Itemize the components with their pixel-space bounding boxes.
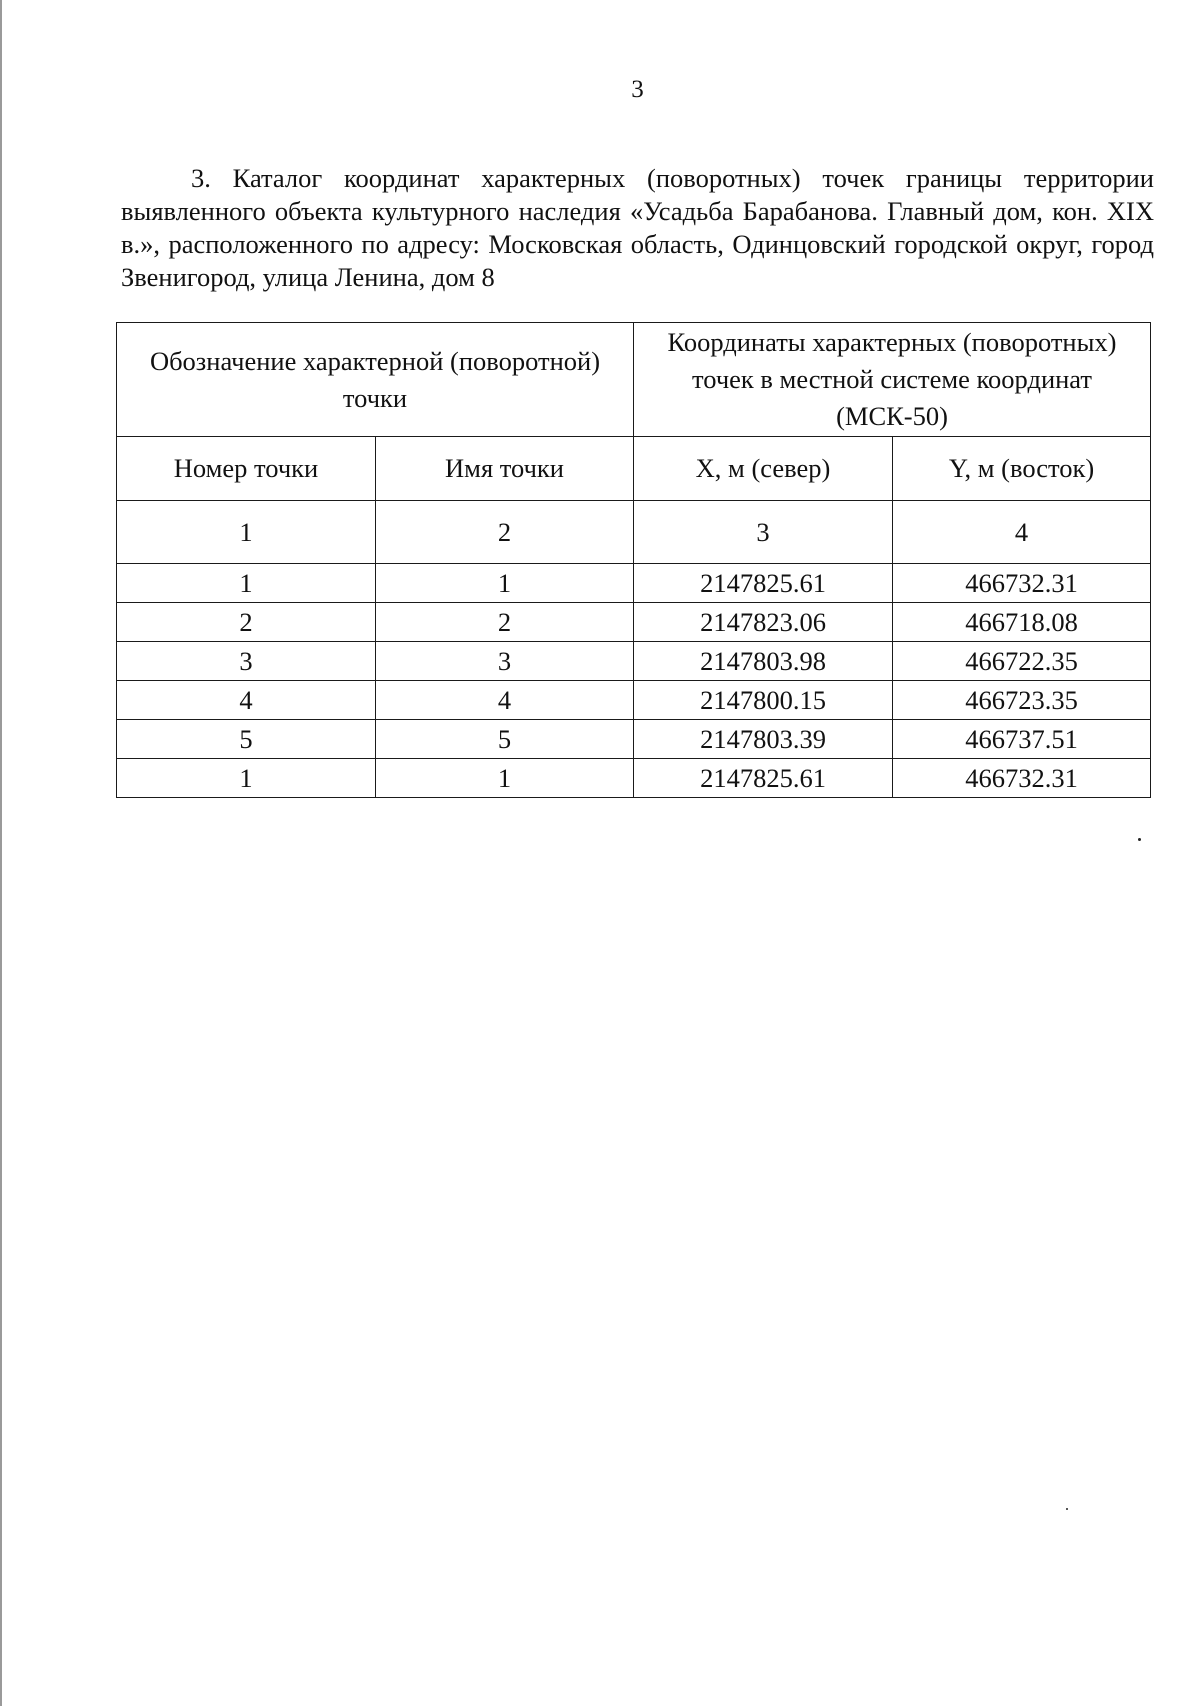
- point-number-cell: 1: [117, 759, 376, 798]
- y-coordinate-cell: 466723.35: [893, 681, 1151, 720]
- table-row: [117, 759, 1151, 798]
- scan-edge: [0, 0, 2, 1706]
- scan-speck: [1138, 838, 1141, 841]
- column-header-point-number: Номер точки: [117, 437, 376, 501]
- point-number-cell: 4: [117, 681, 376, 720]
- point-name-cell: 3: [376, 642, 634, 681]
- table-row: [117, 720, 1151, 759]
- page-number: 3: [631, 76, 644, 103]
- table-row: [117, 603, 1151, 642]
- y-coordinate-cell: 466737.51: [893, 720, 1151, 759]
- point-name-cell: 5: [376, 720, 634, 759]
- catalog-paragraph: 3. Каталог координат характерных (поворотных) точек границы территории выявленного объекта культурного наследия «Усадьба Барабанова. Главный дом, кон. XIX в.», расположенного по адресу: Московская область, Одинцовский городской округ, город Звенигород, улица Ленина, дом 8: [121, 163, 1154, 292]
- column-index: 1: [117, 501, 376, 564]
- point-name-cell: 2: [376, 603, 634, 642]
- x-coordinate-cell: 2147803.39: [634, 720, 893, 759]
- column-index: 4: [893, 501, 1151, 564]
- point-number-cell: 3: [117, 642, 376, 681]
- table-header-row: [117, 437, 1151, 501]
- y-coordinate-cell: 466718.08: [893, 603, 1151, 642]
- x-coordinate-cell: 2147800.15: [634, 681, 893, 720]
- point-name-cell: 4: [376, 681, 634, 720]
- scan-speck: [1066, 1508, 1068, 1510]
- point-name-cell: 1: [376, 564, 634, 603]
- table-header-group-row: [117, 323, 1151, 437]
- x-coordinate-cell: 2147825.61: [634, 564, 893, 603]
- table-row: [117, 681, 1151, 720]
- point-name-cell: 1: [376, 759, 634, 798]
- point-number-cell: 1: [117, 564, 376, 603]
- header-coordinates-system: Координаты характерных (поворотных) точек в местной системе координат (МСК-50): [634, 323, 1151, 437]
- header-point-designation: Обозначение характерной (поворотной) точки: [117, 323, 634, 437]
- column-index: 2: [376, 501, 634, 564]
- point-number-cell: 2: [117, 603, 376, 642]
- point-number-cell: 5: [117, 720, 376, 759]
- y-coordinate-cell: 466732.31: [893, 759, 1151, 798]
- column-header-x-north: X, м (север): [634, 437, 893, 501]
- column-index: 3: [634, 501, 893, 564]
- table-row: [117, 642, 1151, 681]
- x-coordinate-cell: 2147803.98: [634, 642, 893, 681]
- coordinates-table: [116, 322, 1151, 798]
- x-coordinate-cell: 2147825.61: [634, 759, 893, 798]
- column-header-point-name: Имя точки: [376, 437, 634, 501]
- table-row: [117, 564, 1151, 603]
- column-header-y-east: Y, м (восток): [893, 437, 1151, 501]
- y-coordinate-cell: 466732.31: [893, 564, 1151, 603]
- y-coordinate-cell: 466722.35: [893, 642, 1151, 681]
- column-index-row: [117, 501, 1151, 564]
- x-coordinate-cell: 2147823.06: [634, 603, 893, 642]
